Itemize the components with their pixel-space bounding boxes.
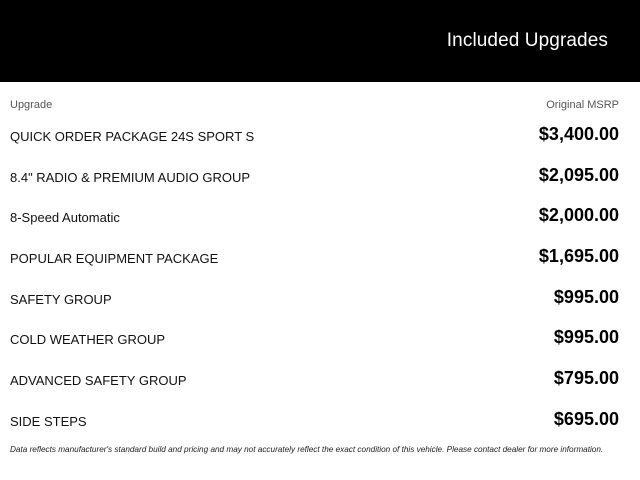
list-item: [10, 400, 619, 441]
list-item: [10, 237, 619, 278]
upgrade-price: $695.00: [553, 408, 619, 429]
upgrade-name: SIDE STEPS: [10, 413, 87, 429]
list-item: [10, 156, 619, 197]
upgrade-price: $995.00: [553, 286, 619, 307]
column-header-msrp: Original MSRP: [546, 99, 619, 111]
list-item: [10, 196, 619, 237]
list-item: [10, 359, 619, 400]
disclaimer-text: Data reflects manufacturer's standard build and pricing and may not accurately reflect the exact condition of this vehicle. Please contact dealer for more information.: [10, 445, 604, 454]
list-item: [10, 115, 619, 156]
upgrade-price: $3,400.00: [538, 124, 619, 144]
upgrade-name: POPULAR EQUIPMENT PACKAGE: [10, 251, 219, 267]
header-bar: [0, 0, 640, 82]
column-headers: [10, 99, 619, 113]
list-item: [10, 278, 619, 319]
upgrade-name: QUICK ORDER PACKAGE 24S SPORT S: [10, 129, 255, 144]
upgrades-list: [10, 115, 619, 441]
upgrade-price: $995.00: [553, 327, 619, 348]
upgrade-price: $1,695.00: [538, 246, 619, 267]
upgrade-price: $2,000.00: [538, 205, 619, 226]
list-item: [10, 318, 619, 359]
upgrade-name: SAFETY GROUP: [10, 291, 112, 307]
upgrade-name: 8.4" RADIO & PREMIUM AUDIO GROUP: [10, 169, 251, 185]
page-title: Included Upgrades: [446, 30, 608, 51]
column-header-upgrade: Upgrade: [10, 99, 53, 111]
upgrade-name: 8-Speed Automatic: [10, 210, 120, 226]
upgrade-price: $2,095.00: [538, 164, 619, 185]
upgrade-price: $795.00: [553, 368, 619, 389]
upgrade-name: COLD WEATHER GROUP: [10, 332, 166, 348]
upgrade-name: ADVANCED SAFETY GROUP: [10, 373, 187, 389]
